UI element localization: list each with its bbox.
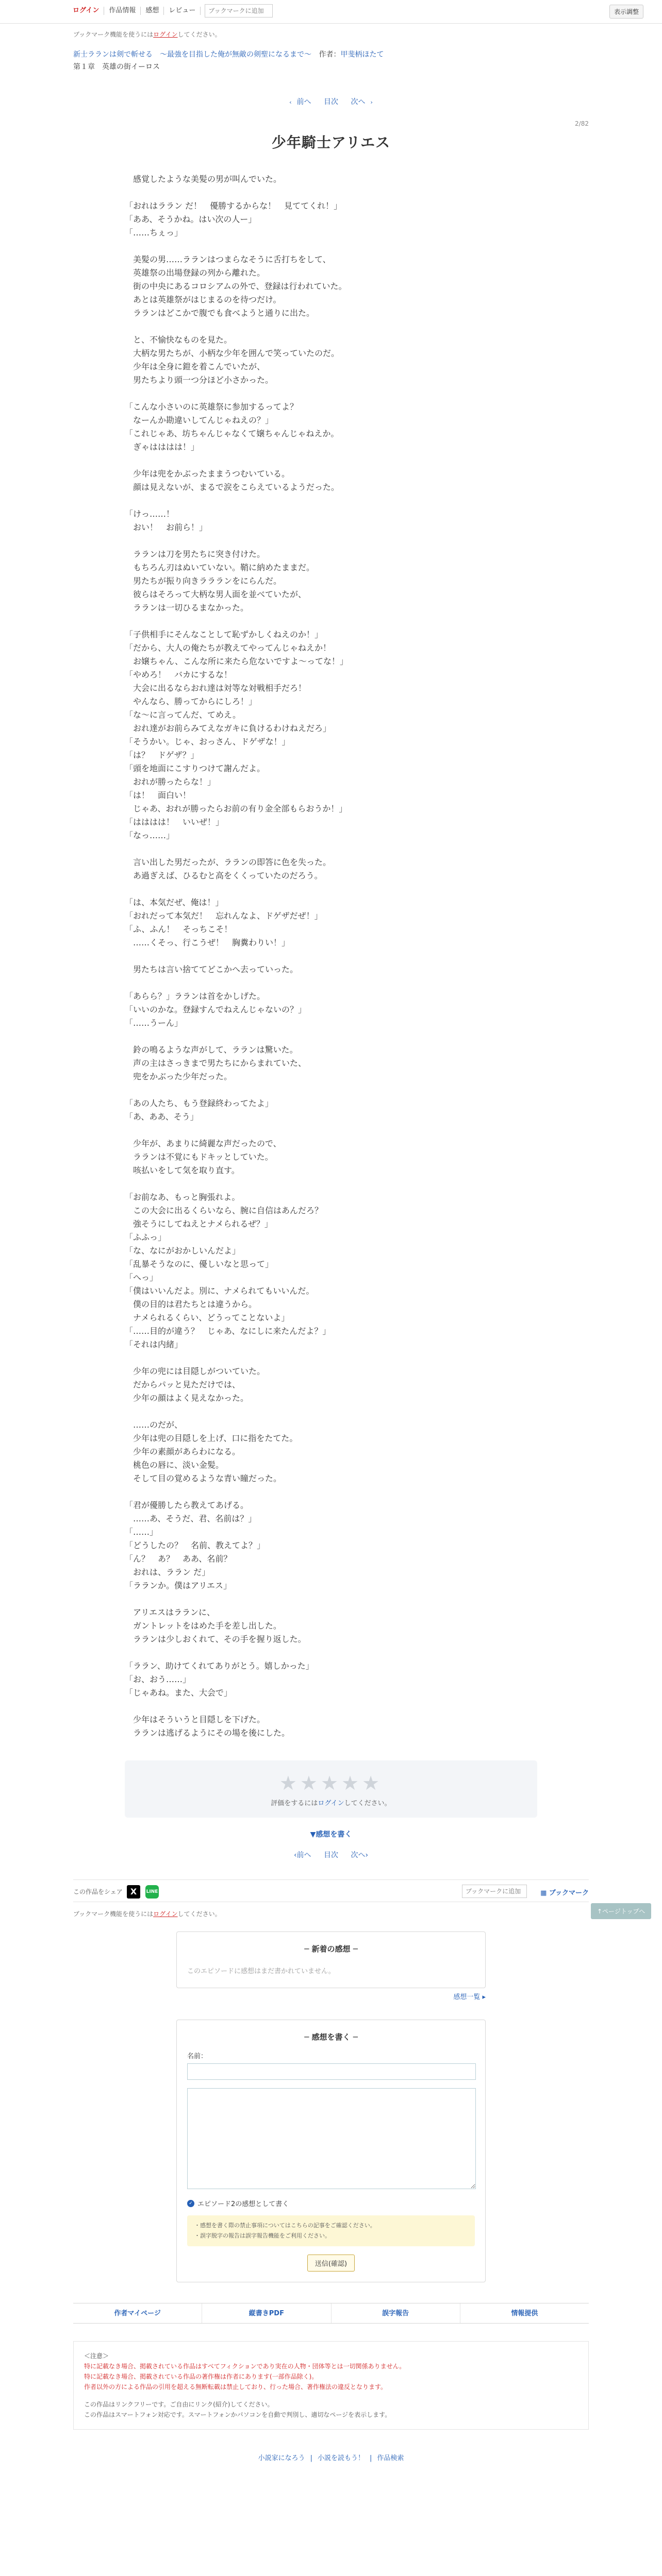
series-title-link[interactable]: 新士ラランは剣で斬せる ～最強を目指した俺が無敵の剣聖になるまで～ (73, 50, 311, 59)
body-line (125, 534, 537, 548)
body-line: 「お、おう……」 (125, 1674, 191, 1684)
bottom-link-narou[interactable]: 小説家になろう (258, 2454, 305, 2462)
body-line: 美髪の男……ラランはつまらなそうに舌打ちをして、 (125, 255, 331, 264)
footer-link-typo-report[interactable]: 誤字報告 (332, 2303, 460, 2323)
body-line: 少年は兜の目隠しを上げ、口に指をたてた。 (125, 1433, 298, 1443)
prev-label: 前へ (296, 98, 311, 106)
body-line: おい！ お前ら！」 (125, 522, 208, 532)
x-share-icon[interactable]: X (127, 1885, 140, 1899)
form-warning-box (187, 2215, 475, 2246)
toc-link-bottom[interactable]: 目次 (324, 1851, 338, 1859)
body-line: 英雄祭の出場登録の列から離れた。 (125, 268, 266, 278)
bookmark-input[interactable] (205, 4, 273, 18)
body-line (125, 454, 537, 467)
body-line: 「おれはララン だ！ 優勝するからな！ 見ててくれ！」 (125, 201, 342, 211)
body-line (125, 1083, 537, 1097)
bookmark-button[interactable] (540, 1887, 589, 1897)
notice-login-link-2[interactable]: ログイン (153, 1910, 178, 1918)
body-line: 「ん？ あ？ ああ、名前？ (125, 1554, 232, 1564)
body-line: 「あらら？」ラランは首をかしげた。 (125, 991, 266, 1001)
body-line: 少年はそういうと目隠しを下げた。 (125, 1715, 266, 1724)
episode-number: 2/82 (575, 120, 589, 127)
body-line (125, 1485, 537, 1499)
chapter-title: 第１章 英雄の街イーロス (73, 63, 160, 71)
body-line: 「お前なあ、もっと胸張れよ。 (125, 1192, 240, 1202)
body-line: 「頭を地面にこすりつけて謝んだよ。 (125, 764, 266, 773)
body-line: 「だから、大人の俺たちが教えてやってんじゃねえか！ (125, 643, 332, 653)
body-line: 少年の兜には目隠しがついていた。 (125, 1366, 266, 1376)
prev-link-bottom[interactable] (294, 1851, 311, 1859)
latest-title-text: 新着の感想 (311, 1944, 351, 1954)
rating-box (125, 1760, 537, 1818)
body-line: 「は！ 面白い！ (125, 790, 191, 800)
body-line: と、不愉快なものを見た。 (125, 335, 233, 345)
top-header (0, 0, 662, 24)
body-line: ラランは一切ひるまなかった。 (125, 603, 249, 613)
bookmark-notice-bottom (73, 1909, 589, 1918)
body-line (125, 387, 537, 400)
share-row (73, 1879, 589, 1902)
novel-body (125, 173, 537, 1740)
body-line: もちろん刃はぬいていない。鞘に納めたままだ。 (125, 563, 315, 572)
body-line: 咳払いをして気を取り直す。 (125, 1165, 240, 1175)
body-line: 「……目的が違う？ じゃあ、なにしに来たんだよ？」 (125, 1326, 331, 1336)
share-label: この作品をシェア (73, 1888, 123, 1895)
body-line: おれは、ララン だ」 (125, 1567, 210, 1577)
body-line: 「ララン、助けてくれてありがとう。嬉しかった」 (125, 1661, 314, 1671)
body-line: ガントレットをはめた手を差し出した。 (125, 1621, 282, 1631)
bottom-link-yomou[interactable]: 小説を読もう！ (317, 2454, 365, 2462)
body-line: 「僕はいいんだよ。別に、ナメられてもいいんだ。 (125, 1286, 315, 1296)
body-line: 「こんな小さいのに英雄祭に参加するってよ？ (125, 402, 299, 412)
bottom-link-search[interactable]: 作品検索 (377, 2454, 404, 2462)
body-line: 「これじゃあ、坊ちゃんじゃなくて嬢ちゃんじゃねえか。 (125, 429, 339, 438)
rating-login-link[interactable]: ログイン (318, 1800, 344, 1807)
body-line: 「どうしたの？ 名前、教えてよ？」 (125, 1540, 266, 1550)
body-line: ラランは少しおくれて、その手を握り返した。 (125, 1634, 306, 1644)
caution-box (73, 2341, 589, 2430)
body-line (125, 950, 537, 963)
episode-check-label: エピソード2の感想として書く (197, 2200, 289, 2208)
impression-form-box (176, 2020, 486, 2282)
body-line: じゃあ、おれが勝ったらお前の有り金全部もらおうか！」 (125, 804, 347, 814)
body-line: やんなら、勝ってからにしろ！」 (125, 697, 257, 706)
prev-label-bottom: 前へ (296, 1851, 311, 1859)
submit-button[interactable]: 送信(確認) (307, 2255, 355, 2272)
header-inner (73, 0, 639, 24)
body-line: 「なっ……」 (125, 831, 175, 840)
body-line: 「乱暴そうなのに、優しいなと思って」 (125, 1259, 274, 1269)
name-field[interactable] (187, 2063, 476, 2080)
body-line: 男たちより頭一つ分ほど小さかった。 (125, 375, 274, 385)
impression-form (177, 2050, 485, 2282)
notice-text-after-2: してください。 (177, 1910, 221, 1918)
rating-note (125, 1798, 537, 1807)
name-label: 名前： (187, 2053, 208, 2060)
body-line: 「はははは！ いいぜ！」 (125, 817, 224, 827)
body-line: 少年の素顔があらわになる。 (125, 1447, 241, 1456)
next-label-bottom: 次へ (351, 1851, 366, 1859)
body-line: 僕の目的は君たちとは違うから。 (125, 1299, 257, 1309)
display-settings-button[interactable]: 表示調整 (609, 5, 643, 19)
bookmark-notice (73, 30, 589, 39)
footer-link-info[interactable]: 情報提供 (511, 2310, 538, 2317)
chevron-right-icon: › (370, 99, 373, 106)
body-line: 言い出した男だったが、ラランの即答に色を失った。 (125, 857, 332, 867)
check-icon[interactable]: ✓ (187, 2200, 194, 2207)
episode-check-row[interactable] (187, 2198, 475, 2208)
write-impression-link[interactable]: ▼感想を書く (310, 1831, 352, 1839)
submit-row (187, 2255, 475, 2272)
rating-note-before: 評価をするには (271, 1800, 318, 1807)
body-line (125, 1177, 537, 1191)
body-line: 「……」 (125, 1527, 158, 1537)
star-rating-icon[interactable]: ★★★★★ (279, 1772, 383, 1794)
body-line (125, 883, 537, 896)
next-link[interactable] (351, 98, 377, 106)
notice-text-before-2: ブックマーク機能を使うには (73, 1910, 154, 1918)
body-line: 「それは内緒」 (125, 1340, 183, 1349)
body-line: 「……うーん」 (125, 1018, 183, 1028)
body-line: あとは英雄祭がはじまるのを待つだけ。 (125, 295, 282, 304)
body-line: 大会に出るならおれ達は対等な対戦相手だろ！ (125, 683, 307, 693)
prev-link[interactable] (284, 98, 311, 106)
body-line: ……のだが、 (125, 1420, 183, 1430)
body-line: 「ああ、そうかね。はい次の人ー」 (125, 214, 257, 224)
body-line: 「は、本気だぜ、俺は！」 (125, 897, 224, 907)
body-line: 少年は兜をかぶったままうつむいている。 (125, 469, 290, 479)
body-line (125, 1124, 537, 1137)
body-line (125, 615, 537, 628)
body-line: ラランは不覚にもドキッとしていた。 (125, 1152, 273, 1162)
body-line (125, 1592, 537, 1606)
body-line: 「けっ……！ (125, 509, 175, 519)
caution-head: ＜注意＞ (84, 2352, 109, 2360)
line-share-icon[interactable]: LINE (145, 1885, 159, 1899)
body-line: 少年は全身に鎧を着こんでいたが、 (125, 362, 266, 371)
body-line: アリエスはラランに、 (125, 1607, 216, 1617)
bookmark-input-bottom[interactable] (462, 1885, 527, 1898)
body-line: 男たちが振り向きララランをにらんだ。 (125, 576, 282, 586)
author-link[interactable]: 甲斐柄ほたて (340, 50, 384, 59)
body-line: 「そうかい。じゃ、おっさん、ドゲザな！」 (125, 737, 290, 747)
notice-text-after: してください。 (177, 31, 221, 38)
next-link-bottom[interactable] (351, 1851, 368, 1859)
body-line: ラランは逃げるようにその場を後にした。 (125, 1728, 290, 1738)
footer-link-vertical-pdf[interactable]: 縦書きPDF (202, 2303, 331, 2323)
impression-form-title: ─ 感想を書く ─ (304, 2032, 358, 2042)
notice-login-link[interactable]: ログイン (153, 31, 178, 38)
impressions-list-link[interactable]: 感想一覧 ▸ (453, 1993, 486, 2001)
body-line: 「ふ、ふん！ そっちこそ！ (125, 924, 233, 934)
body-line (125, 1351, 537, 1365)
notice-text-before: ブックマーク機能を使うには (73, 31, 154, 38)
body-line: ……くそっ、行こうぜ！ 胸糞わりい！」 (125, 938, 290, 947)
body-line: 声の主はさっきまで男たちにからまれていた、 (125, 1058, 307, 1068)
body-line: ナメられるくらい、どうってことないよ」 (125, 1313, 290, 1323)
footer-links (73, 2303, 589, 2324)
body-line: 男たちは言い捨ててどこかへ去っていった。 (125, 964, 299, 974)
body-line: 「じゃあね。また、大会で」 (125, 1688, 233, 1698)
form-title-text: 感想を書く (311, 2032, 351, 2042)
caution-gray-1: この作品はリンクフリーです。ご自由にリンク(紹介)してください。 (84, 2401, 274, 2408)
body-line: 「おれだって本気だ！ 忘れんなよ、ドゲザだぜ！」 (125, 911, 323, 921)
next-label: 次へ (351, 98, 366, 106)
body-line: 「やめろ！ バカにするな！ (125, 670, 233, 680)
caution-red-2: 特に記載なき場合、掲載されている作品の著作権は作者にあります(一部作品除く)。 (84, 2373, 318, 2380)
body-line: 彼らはそろって大柄な男人面を並べていたが、 (125, 589, 307, 599)
body-line: 「あ、ああ、そう」 (125, 1112, 198, 1122)
episode-pager-top (0, 96, 662, 107)
body-line (125, 1646, 537, 1659)
body-line: おれが勝ったらな！」 (125, 777, 216, 787)
caution-red-1: 特に記載なき場合、掲載されている作品はすべてフィクションであり実在の人物・団体等とは一切関係ありません。 (84, 2363, 406, 2370)
body-line (125, 320, 537, 333)
body-line: ラランはどこかで腹でも食べようと通りに出た。 (125, 308, 315, 318)
body-line (125, 842, 537, 856)
bookmark-icon: ▦ (540, 1889, 549, 1897)
episode-title: 少年騎士アリエス (271, 134, 391, 151)
body-line: 「あの人たち、もう登録終わってたよ」 (125, 1098, 273, 1108)
body-line: 「は？ ドゲザ？」 (125, 750, 199, 760)
body-line: 感覚したような美髪の男が叫んでいた。 (125, 174, 282, 184)
body-line: 兜をかぶった少年だった。 (125, 1072, 233, 1081)
bottom-links: 小説家になろう | 小説を読もう！ | 作品検索 (258, 2454, 404, 2462)
body-line: 「君が優勝したら教えてあげる。 (125, 1500, 249, 1510)
body-line: おれ達がお前らみてえなガキに負けるわけねえだろ」 (125, 723, 332, 733)
rating-note-after: してください。 (344, 1800, 391, 1807)
body-line (125, 1405, 537, 1418)
body-line: 街の中央にあるコロシアムの外で、登録は行われていた。 (125, 281, 347, 291)
impression-textarea[interactable] (187, 2088, 476, 2189)
body-line (125, 1030, 537, 1043)
body-line: 「ラランか。僕はアリエス」 (125, 1581, 232, 1590)
warning-line-1: ・感想を書く際の禁止事項についてはこちらの記事をご確認ください。 (194, 2222, 376, 2229)
body-line: 「いいのかな。登録すんでねえんじゃないの？」 (125, 1005, 307, 1014)
page-top-button[interactable]: ↑ページトップへ (591, 1903, 651, 1919)
top-nav (68, 4, 273, 18)
body-line: 「ふふっ」 (125, 1232, 167, 1242)
nav-review[interactable]: レビュー (164, 7, 201, 15)
body-line: ぎゃはははは！」 (125, 442, 200, 452)
footer-link-author-page[interactable]: 作者マイページ (73, 2303, 202, 2323)
chevron-right-icon: › (365, 1851, 369, 1859)
warning-line-2: ・誤字脱字の報告は誤字報告機能をご利用ください。 (194, 2232, 330, 2239)
caution-gray-2: この作品はスマートフォン対応です。スマートフォンかパソコンを自動で判別し、適切なページを表示します。 (84, 2411, 391, 2418)
episode-pager-bottom (0, 1850, 662, 1860)
body-line: 大柄な男たちが、小柄な少年を囲んで笑っていたのだ。 (125, 348, 340, 358)
latest-impressions-box (176, 1931, 486, 1988)
body-line: ……あ、そうだ、君、名前は？」 (125, 1514, 257, 1523)
caution-red-3: 作者以外の方による作品の引用を超える無断転載は禁止しており、行った場合、著作権法の違反となります。 (84, 2383, 387, 2391)
body-line: 「な、なにがおかしいんだよ」 (125, 1246, 241, 1256)
bookmark-button-label: ブックマーク (549, 1889, 589, 1897)
body-line: 「子供相手にそんなことして恥ずかしくねえのか！」 (125, 630, 323, 639)
series-info (73, 49, 589, 59)
body-line: お嬢ちゃん、こんな所に来たら危ないですよ～ってな！」 (125, 656, 348, 666)
body-line: 鈴の鳴るような声がして、ラランは驚いた。 (125, 1045, 298, 1055)
body-line: 桃色の唇に、淡い金髪。 (125, 1460, 224, 1470)
nav-novel-info[interactable]: 作品情報 (104, 7, 141, 15)
body-line (125, 1700, 537, 1713)
chevron-left-icon: ‹ (289, 99, 292, 106)
body-line: この大会に出るくらいなら、腕に自信はあんだろ？ (125, 1206, 323, 1215)
body-line: なーんか勘違いしてんじゃねえの？」 (125, 415, 274, 425)
body-line: 強そうにしてねえとナメられるぜ？」 (125, 1219, 273, 1229)
body-line: ラランは刀を男たちに突き付けた。 (125, 549, 266, 559)
nav-impressions[interactable]: 感想 (141, 7, 164, 15)
latest-empty-message: このエピソードに感想はまだ書かれていません。 (187, 1968, 335, 1975)
body-line: そして目の覚めるような青い瞳だった。 (125, 1473, 282, 1483)
body-line (125, 186, 537, 199)
body-line: あ過ぎえば、ひるむと高をくくっていたのだろう。 (125, 871, 323, 880)
chevron-left-icon: ‹ (293, 1851, 297, 1859)
toc-link[interactable]: 目次 (324, 98, 338, 106)
body-line: 「な〜に言ってんだ、てめえ。 (125, 710, 241, 720)
body-line: 「へっ」 (125, 1273, 158, 1282)
body-line (125, 240, 537, 253)
body-line: 少年の顔はよく見えなかった。 (125, 1393, 249, 1403)
body-line: 少年が、あまりに綺麗な声だったので、 (125, 1139, 282, 1148)
body-line: 「……ちぇっ」 (125, 228, 183, 238)
author-label: 作者： (319, 50, 341, 59)
body-line (125, 976, 537, 990)
nav-login[interactable]: ログイン (68, 7, 104, 15)
body-line (125, 494, 537, 507)
latest-impressions-title: ─ 新着の感想 ─ (304, 1944, 358, 1954)
body-line: 顔は見えないが、まるで涙をこらえているようだった。 (125, 482, 339, 492)
body-line: だからパッと見ただけでは、 (125, 1380, 241, 1389)
